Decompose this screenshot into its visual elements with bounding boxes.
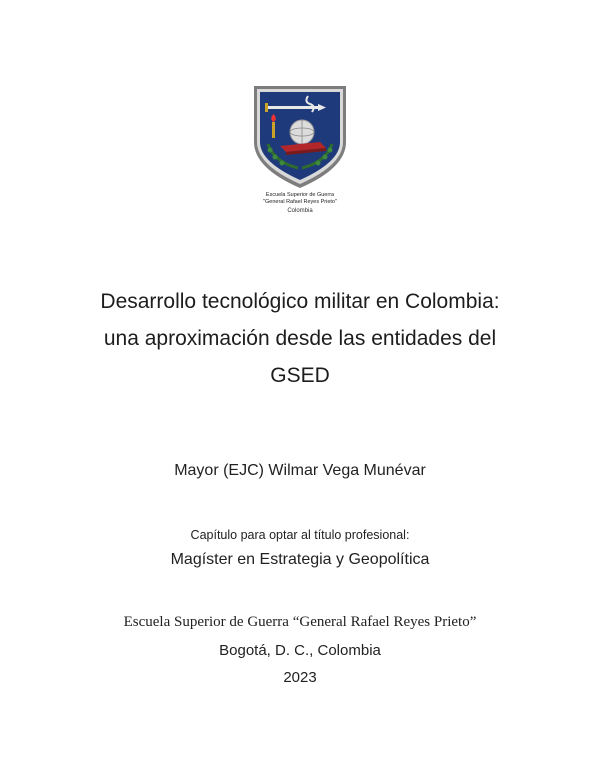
- chapter-note: Capítulo para optar al título profesional:: [190, 528, 410, 542]
- title-line-1: Desarrollo tecnológico militar en Colombia:: [100, 290, 500, 313]
- seal-text-line2: "General Rafael Reyes Prieto": [263, 199, 337, 205]
- degree-title: Magíster en Estrategia y Geopolítica: [170, 551, 430, 568]
- seal-country: Colombia: [287, 208, 313, 214]
- year: 2023: [283, 669, 317, 686]
- title-line-2: una aproximación desde las entidades del: [103, 327, 497, 350]
- title-line-3: GSED: [270, 364, 330, 387]
- institution-name: Escuela Superior de Guerra “General Rafael Reyes Prieto”: [123, 614, 477, 630]
- institution-logo: [250, 84, 350, 218]
- author-name: Mayor (EJC) Wilmar Vega Munévar: [174, 462, 426, 479]
- shield-emblem-icon: [250, 84, 350, 190]
- document-title: [0, 283, 600, 394]
- city-line: Bogotá, D. C., Colombia: [219, 642, 381, 659]
- seal-text-line1: Escuela Superior de Guerra: [265, 192, 335, 198]
